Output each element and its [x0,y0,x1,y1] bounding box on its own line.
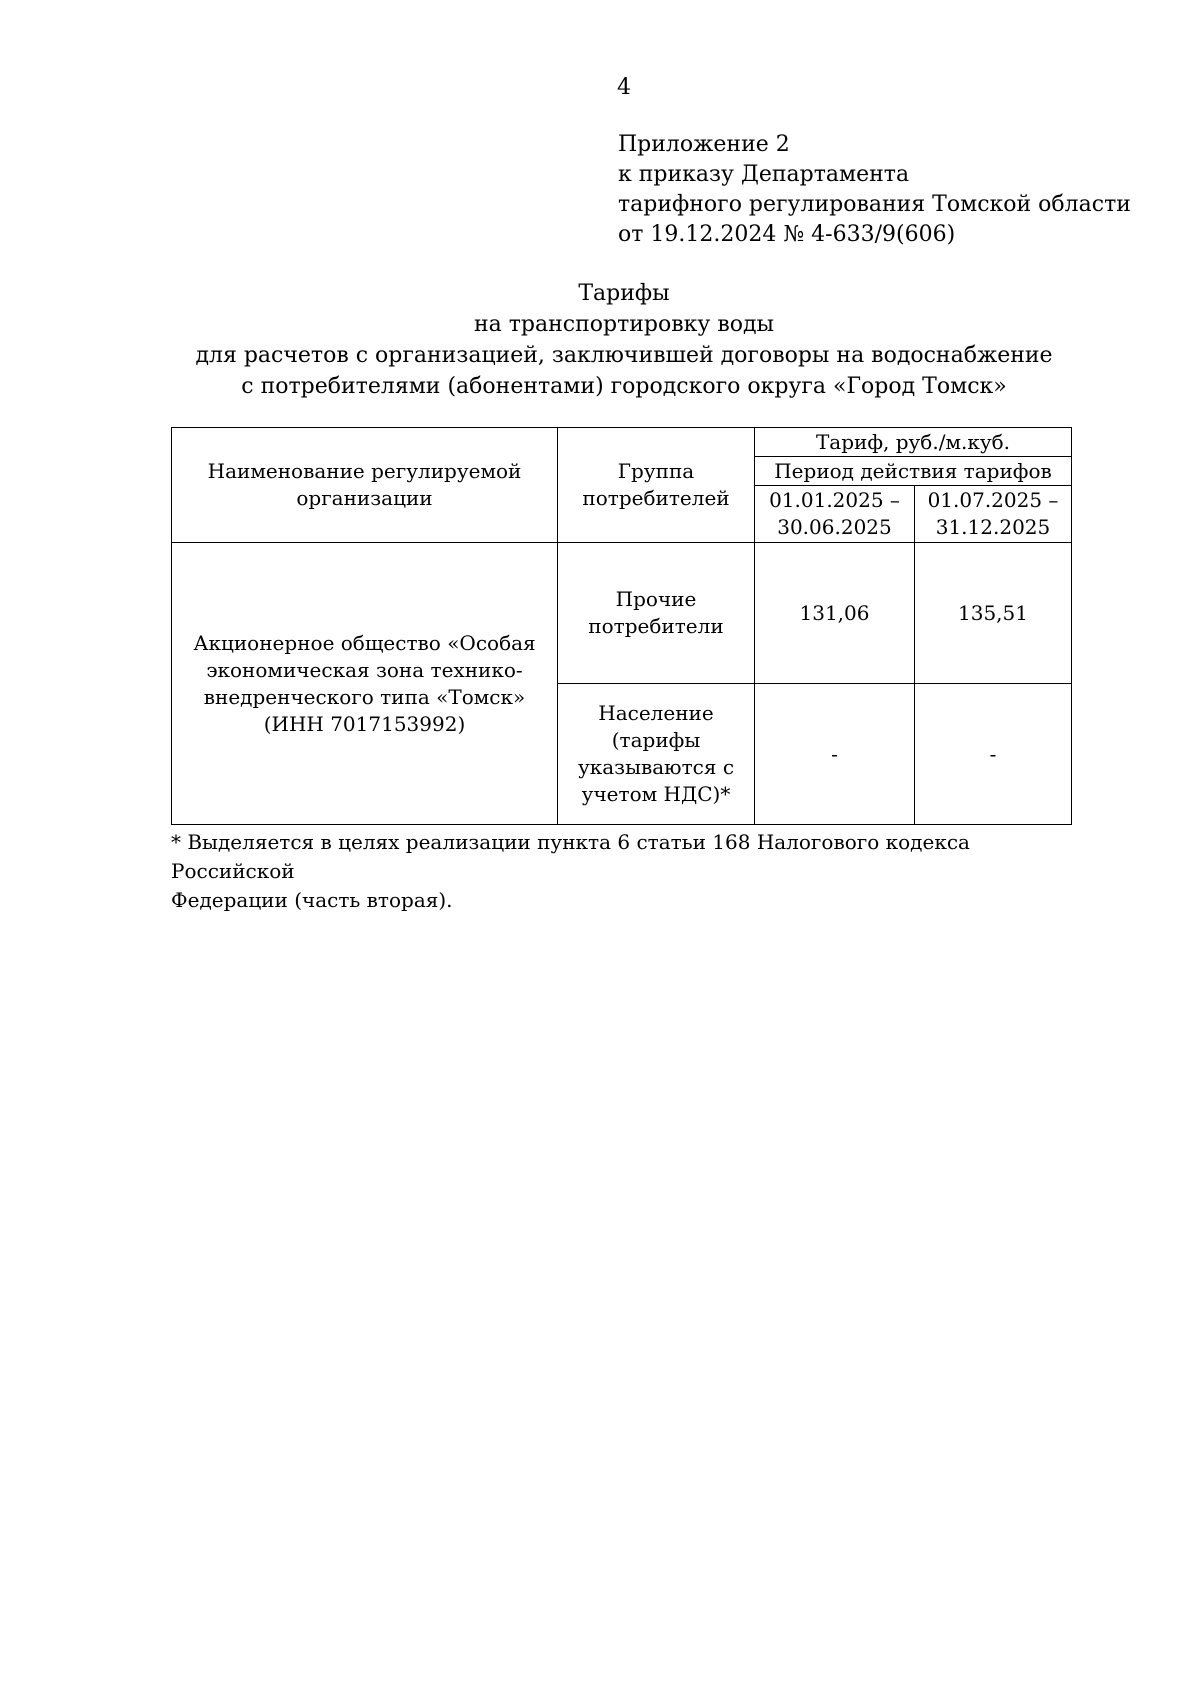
table-row [172,543,1072,684]
title-line: Тарифы [578,281,670,306]
consumer-group-cell: Население (тарифы указываются с учетом НДС)* [558,684,755,825]
title-line: на транспортировку воды [473,312,775,337]
header-period-2: 01.07.2025 – 31.12.2025 [915,486,1072,543]
header-consumer-group: Группа потребителей [558,428,755,543]
title-line: с потребителями (абонентами) городского округа «Город Томск» [241,374,1007,399]
tariff-value-cell: 131,06 [755,543,915,684]
header-tariff: Тариф, руб./м.куб. [755,428,1072,457]
page-number: 4 [617,75,631,100]
header-period: Период действия тарифов [755,457,1072,486]
tariff-value-cell: - [755,684,915,825]
title-line: для расчетов с организацией, заключившей договоры на водоснабжение [195,343,1053,368]
header-period-1: 01.01.2025 – 30.06.2025 [755,486,915,543]
tariff-value-cell: 135,51 [915,543,1072,684]
tariff-table [171,427,1072,825]
footnote [171,828,1081,915]
appendix-line: к приказу Департамента [618,162,910,187]
consumer-group-cell: Прочие потребители [558,543,755,684]
footnote-line: Федерации (часть вторая). [171,888,453,912]
appendix-reference [618,130,1131,250]
header-org-name: Наименование регулируемой организации [172,428,558,543]
tariff-value-cell: - [915,684,1072,825]
appendix-line: Приложение 2 [618,132,790,157]
footnote-line: * Выделяется в целях реализации пункта 6 статьи 168 Налогового кодекса Российской [171,830,970,883]
table-header-row [172,428,1072,457]
organization-cell: Акционерное общество «Особая экономическая зона технико- внедренческого типа «Томск» (ИНН 7017153992) [172,543,558,825]
document-title [0,278,1200,402]
appendix-line: от 19.12.2024 № 4-633/9(606) [618,222,956,247]
appendix-line: тарифного регулирования Томской области [618,192,1131,217]
